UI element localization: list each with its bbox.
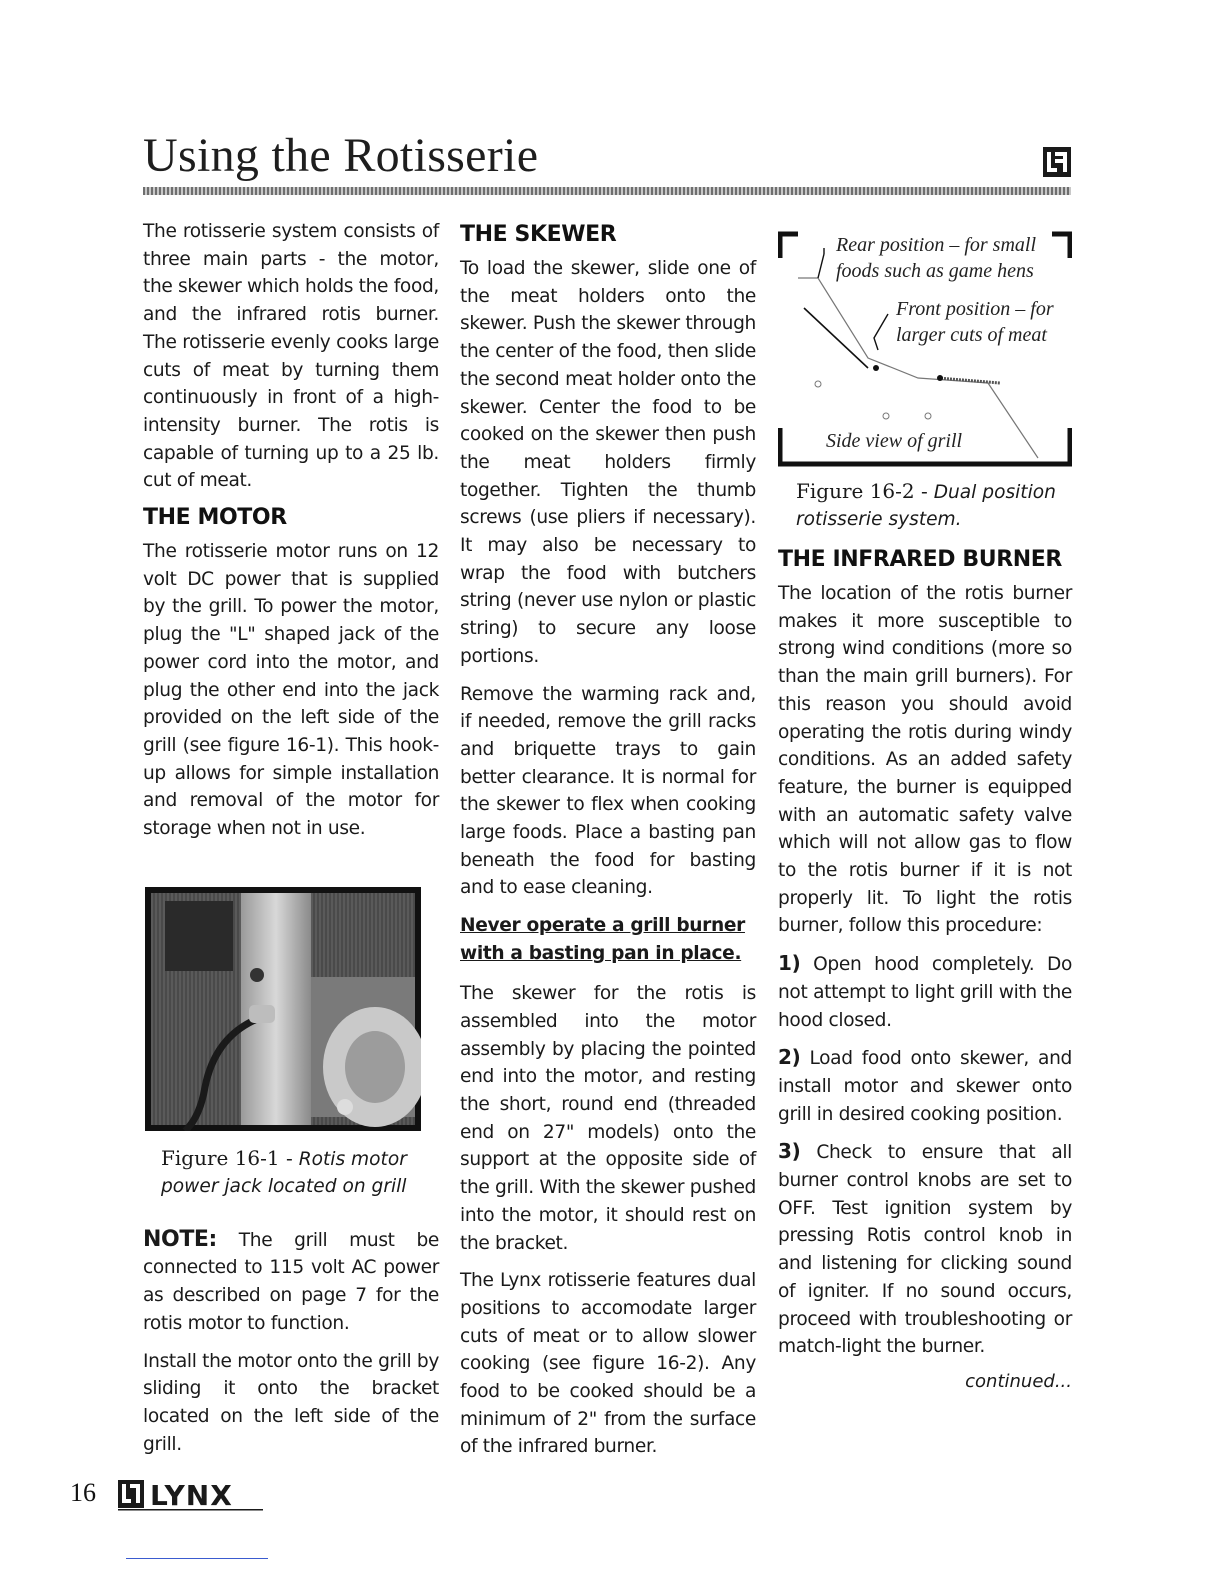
intro-paragraph: The rotisserie system consists of three main parts - the motor, the skewer which holds the food, and the infrared rotis burner. The rotisserie evenly cooks large cuts of meat by turning them continuously in front of a high-intensity burner. The rotis is capable of turning up to a 25 lb. cut of meat. (143, 221, 439, 492)
lynx-logo-icon (1043, 147, 1071, 177)
step-1-text: Open hood completely. Do not attempt to light grill with the hood closed. (778, 954, 1073, 1031)
infrared-burner-heading: THE INFRARED BURNER (778, 547, 1062, 572)
figure-16-2-diagram (778, 218, 1072, 468)
column-middle (460, 218, 756, 1471)
step-3-number: 3) (778, 1139, 801, 1164)
page-number: 16 (70, 1478, 96, 1507)
column-left (143, 218, 439, 1468)
note-paragraph (143, 1226, 439, 1338)
rotis-motor-photo (145, 887, 421, 1131)
note-text: The grill must be connected to 115 volt AC power as described on page 7 for the rotis motor to function. (143, 1229, 439, 1334)
skewer-heading: THE SKEWER (460, 222, 617, 247)
skewer-paragraph-2: Remove the warming rack and, if needed, remove the grill racks and briquette trays to gain better clearance. It is normal for the skewer to flex when cooking large foods. Place a basting pan beneath the food for basting and to ease cleaning. (460, 683, 756, 899)
step-2-text: Load food onto skewer, and install motor and skewer onto grill in desired cooking position. (778, 1048, 1072, 1125)
page-title: Using the Rotisserie (143, 129, 539, 182)
motor-paragraph: The rotisserie motor runs on 12 volt DC power that is supplied by the grill. To power the motor, plug the "L" shaped jack of the power cord into the motor, and plug the other end into the jack provided on the left side of the grill (see figure 16-1). This hook-up allows for simple installation and removal of the motor for storage when not in use. (143, 541, 439, 840)
burner-paragraph: The location of the rotis burner makes it more susceptible to strong wind conditions (more so than the main grill burners). For this reason you should avoid operating the rotis during windy conditions. As an added safety feature, the burner is equipped with an automatic safety valve which will not allow gas to flow to the rotis burner if it is not properly lit. To light the rotis burner, follow this procedure: (778, 583, 1072, 937)
footer-lynx-logo-icon (118, 1478, 263, 1512)
column-right (778, 218, 1072, 1392)
step-2-number: 2) (778, 1045, 801, 1070)
footer-brand-text: LYNX (150, 1479, 233, 1512)
figure-16-2-label: Figure 16-2 - (796, 479, 928, 503)
figure-16-2-caption (796, 478, 1072, 533)
skewer-paragraph-3: The skewer for the rotis is assembled into the motor assembly by placing the pointed end into the motor, and resting the short, round end (threaded end on 27" models) onto the support at the opposite side of the grill. With the skewer pushed into the motor, it should rest on the bracket. (460, 983, 756, 1254)
figure-16-2-text: Dual position rotisserie system. (796, 482, 1056, 530)
side-view-label: Side view of grill (826, 430, 963, 452)
skewer-paragraph-1: To load the skewer, slide one of the meat holders onto the skewer. Push the skewer through the center of the food, then slide the second meat holder onto the skewer. Center the food to be cooked on the skewer then push the meat holders firmly together. Tighten the thumb screws (use pliers if necessary). It may also be necessary to wrap the food with butchers string (never use nylon or plastic string) to secure any loose portions. (460, 258, 756, 667)
front-position-label-line1: Front position – for (896, 298, 1054, 320)
step-1-number: 1) (778, 951, 801, 976)
basting-pan-warning: Never operate a grill burner with a basting pan in place. (460, 915, 745, 965)
step-3-text: Check to ensure that all burner control knobs are set to OFF. Test ignition system by pressing Rotis control knob in and listening for clicking sound of igniter. If no sound occurs, proceed with troubleshooting or match-light the burner. (778, 1142, 1072, 1358)
note-label: NOTE: (143, 1226, 217, 1252)
step-3 (778, 1138, 1072, 1361)
rear-position-label-line2: foods such as game hens (836, 260, 1034, 282)
figure-16-1-caption (161, 1145, 439, 1200)
figure-16-1-label: Figure 16-1 - (161, 1145, 293, 1170)
front-position-label-line2: larger cuts of meat (896, 324, 1047, 346)
figure-16-1-text: Rotis motor power jack located on grill (161, 1148, 407, 1197)
step-2 (778, 1044, 1072, 1128)
title-rule (143, 187, 1071, 195)
rear-position-label-line1: Rear position – for small (836, 234, 1037, 256)
skewer-paragraph-4: The Lynx rotisserie features dual positions to accomodate larger cuts of meat or to allow slower cooking (see figure 16-2). Any food to be cooked should be a minimum of 2" from the surface of the infrared burner. (460, 1270, 756, 1458)
step-1 (778, 950, 1072, 1034)
install-paragraph: Install the motor onto the grill by sliding it onto the bracket located on the left side of the grill. (143, 1350, 439, 1455)
footer-rule (126, 1558, 268, 1559)
motor-heading: THE MOTOR (143, 505, 287, 531)
continued-note: continued... (965, 1370, 1072, 1392)
